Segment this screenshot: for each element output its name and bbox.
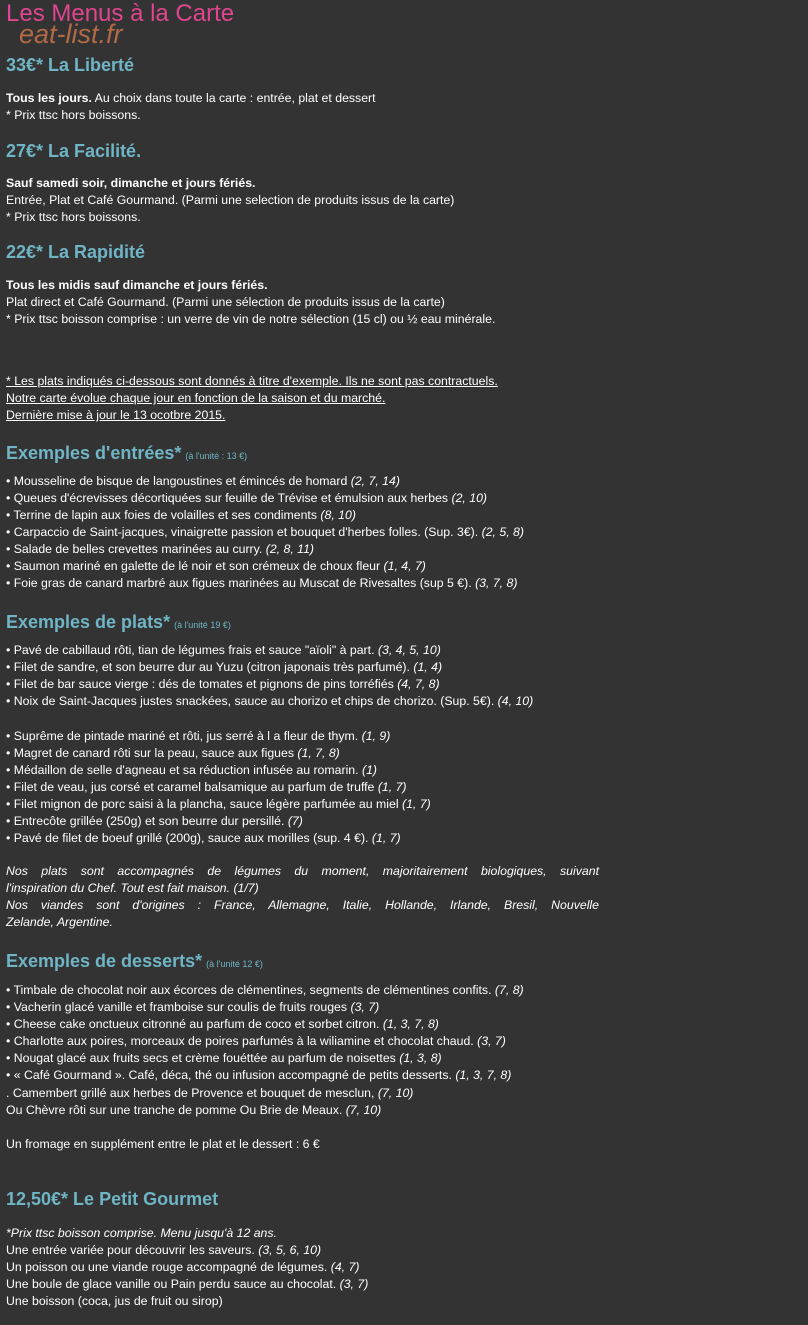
petit-gourmet-item-text: Une boule de glace vanille ou Pain perdu sauce au chocolat. — [6, 1277, 340, 1291]
dessert-item-allergens: (1, 3, 7, 8) — [382, 1017, 439, 1031]
plat-item-allergens: (3, 4, 5, 10) — [377, 643, 441, 657]
plat-item-allergens: (1) — [361, 763, 377, 777]
menu-rapidite-text: Plat direct et Café Gourmand. (Parmi une sélection de produits issus de la carte) — [6, 295, 445, 309]
menu-liberte-desc — [6, 90, 376, 107]
dessert-item-text: • « Café Gourmand ». Café, déca, thé ou infusion accompagné de petits desserts. — [6, 1068, 456, 1082]
watermark-logo: eat-list.fr — [19, 19, 123, 49]
dessert-item-allergens: (7, 10) — [377, 1086, 414, 1100]
disclaimer-line: Dernière mise à jour le 13 ocotbre 2015. — [6, 408, 226, 422]
plat-item-allergens: (7) — [287, 814, 303, 828]
entree-item-text: • Salade de belles crevettes marinées au curry. — [6, 542, 266, 556]
plats-unit-price: (à l'unité 19 €) — [174, 620, 231, 630]
entree-item — [6, 575, 517, 592]
dessert-item — [6, 1085, 413, 1102]
entree-item — [6, 507, 356, 524]
menu-rapidite-note: * Prix ttsc boisson comprise : un verre de vin de notre sélection (15 cl) ou ½ eau minérale. — [6, 312, 496, 326]
plat-item — [6, 642, 441, 659]
dessert-item — [6, 999, 379, 1016]
menu-facilite-bold — [6, 175, 255, 192]
menu-heading-facilite: 27€* La Facilité. — [6, 141, 142, 161]
dessert-item-allergens: (3, 7) — [477, 1034, 506, 1048]
plats-note-line: l'inspiration du Chef. Tout est fait maison. (1/7) — [6, 881, 259, 895]
entrees-heading — [6, 442, 247, 467]
plats-note-line: Nos plats sont accompagnés de légumes du moment, majoritairement biologiques, suivant — [6, 864, 599, 878]
plat-item-text: • Pavé de filet de boeuf grillé (200g), sauce aux morilles (sup. 4 €). — [6, 831, 372, 845]
entree-item — [6, 541, 314, 558]
entrees-unit-price: (à l'unité : 13 €) — [185, 451, 248, 461]
entree-item-text: • Queues d'écrevisses décortiquées sur feuille de Trévise et émulsion aux herbes — [6, 491, 452, 505]
plat-item — [6, 659, 442, 676]
menu-heading-petit-gourmet: 12,50€* Le Petit Gourmet — [6, 1189, 219, 1209]
dessert-item-text: • Charlotte aux poires, morceaux de poires parfumés à la wiliamine et chocolat chaud. — [6, 1034, 478, 1048]
entree-item-text: • Saumon mariné en galette de lé noir et son crémeux de choux fleur — [6, 559, 384, 573]
plat-item-text: • Médaillon de selle d'agneau et sa réduction infusée au romarin. — [6, 763, 362, 777]
desserts-heading — [6, 950, 263, 975]
entree-item-text: • Terrine de lapin aux foies de volailles et ses condiments — [6, 508, 321, 522]
plat-item-allergens: (1, 4) — [413, 660, 443, 674]
plat-item-text: • Filet de sandre, et son beurre dur au Yuzu (citron japonais très parfumé). — [6, 660, 414, 674]
dessert-item-text: • Cheese cake onctueux citronné au parfum de coco et sorbet citron. — [6, 1017, 383, 1031]
plat-item-allergens: (4, 7, 8) — [397, 677, 440, 691]
petit-gourmet-item — [6, 1293, 223, 1310]
petit-gourmet-item — [6, 1276, 368, 1293]
dessert-item — [6, 1033, 506, 1050]
plats-notes — [6, 863, 599, 931]
plat-item-text: • Filet de veau, jus corsé et caramel balsamique au parfum de truffe — [6, 780, 378, 794]
cheese-supplement: Un fromage en supplément entre le plat et le dessert : 6 € — [6, 1137, 320, 1151]
entree-item-text: • Carpaccio de Saint-jacques, vinaigrette passion et bouquet d'herbes folles. (Sup. 3€). — [6, 525, 482, 539]
dessert-item-allergens: (1, 3, 8) — [399, 1051, 442, 1065]
plats-note-line: Zelande, Argentine. — [6, 915, 113, 929]
petit-gourmet-item-allergens: (4, 7) — [330, 1260, 360, 1274]
entree-item-text: • Mousseline de bisque de langoustines et émincés de homard — [6, 474, 351, 488]
plat-item — [6, 728, 390, 745]
dessert-item-text: • Vacherin glacé vanille et framboise sur coulis de fruits rouges — [6, 1000, 351, 1014]
petit-gourmet-item — [6, 1242, 321, 1259]
menu-liberte-bold: Tous les jours. — [6, 91, 92, 105]
dessert-item — [6, 1102, 381, 1119]
plat-item — [6, 830, 401, 847]
entree-item — [6, 558, 426, 575]
dessert-item — [6, 982, 524, 999]
petit-gourmet-note: *Prix ttsc boisson comprise. Menu jusqu'à 12 ans. — [6, 1226, 277, 1240]
entree-item-allergens: (2, 7, 14) — [350, 474, 400, 488]
plat-item-allergens: (4, 10) — [497, 694, 534, 708]
entree-item — [6, 490, 487, 507]
petit-gourmet-item-text: Une entrée variée pour découvrir les saveurs. — [6, 1243, 259, 1257]
dessert-item-allergens: (1, 3, 7, 8) — [455, 1068, 512, 1082]
entree-item-allergens: (2, 10) — [451, 491, 488, 505]
plat-item-allergens: (1, 9) — [361, 729, 391, 743]
plat-item-text: • Magret de canard rôti sur la peau, sauce aux figues — [6, 746, 298, 760]
plat-item — [6, 676, 440, 693]
plat-item — [6, 796, 431, 813]
plats-heading-text: Exemples de plats* — [6, 612, 171, 632]
plat-item — [6, 693, 533, 710]
dessert-item-text: . Camembert grillé aux herbes de Provence et bouquet de mesclun, — [6, 1086, 378, 1100]
dessert-item — [6, 1016, 439, 1033]
menu-liberte-text: Au choix dans toute la carte : entrée, plat et dessert — [91, 91, 376, 105]
plat-item-text: • Suprême de pintade mariné et rôti, jus serré à l a fleur de thym. — [6, 729, 362, 743]
entree-item — [6, 524, 524, 541]
entree-item — [6, 473, 400, 490]
plat-item-allergens: (1, 7) — [377, 780, 407, 794]
entree-item-allergens: (2, 8, 11) — [265, 542, 315, 556]
dessert-item — [6, 1067, 511, 1084]
plat-item — [6, 745, 340, 762]
petit-gourmet-item-text: Un poisson ou une viande rouge accompagné de légumes. — [6, 1260, 331, 1274]
disclaimer-line: * Les plats indiqués ci-dessous sont donnés à titre d'exemple. Ils ne sont pas contractuels. — [6, 374, 498, 388]
menu-facilite-bold-text: Sauf samedi soir, dimanche et jours fériés. — [6, 176, 256, 190]
plat-item — [6, 762, 377, 779]
desserts-unit-price: (à l'unité 12 €) — [206, 959, 263, 969]
petit-gourmet-item-allergens: (3, 7) — [339, 1277, 369, 1291]
plat-item-text: • Entrecôte grillée (250g) et son beurre dur persillé. — [6, 814, 288, 828]
petit-gourmet-item — [6, 1259, 359, 1276]
plat-item-text: • Pavé de cabillaud rôti, tian de légumes frais et sauce "aïoli" à part. — [6, 643, 378, 657]
plat-item-text: • Filet mignon de porc saisi à la plancha, sauce légère parfumée au miel — [6, 797, 402, 811]
plat-item — [6, 779, 407, 796]
menu-heading-liberte: 33€* La Liberté — [6, 55, 135, 75]
petit-gourmet-item-text: Une boisson (coca, jus de fruit ou sirop) — [6, 1294, 223, 1308]
entree-item-allergens: (3, 7, 8) — [475, 576, 518, 590]
menu-facilite-note: * Prix ttsc hors boissons. — [6, 210, 141, 224]
dessert-item-allergens: (7, 10) — [345, 1103, 382, 1117]
plat-item-text: • Noix de Saint-Jacques justes snackées, sauce au chorizo et chips de chorizo. (Sup. 5€). — [6, 694, 498, 708]
dessert-item-allergens: (7, 8) — [494, 983, 524, 997]
plat-item-text: • Filet de bar sauce vierge : dés de tomates et pignons de pins torréfiés — [6, 677, 398, 691]
dessert-item — [6, 1050, 442, 1067]
desserts-heading-text: Exemples de desserts* — [6, 951, 203, 971]
plat-item — [6, 813, 303, 830]
dessert-item-text: • Timbale de chocolat noir aux écorces de clémentines, segments de clémentines confits. — [6, 983, 495, 997]
entree-item-text: • Foie gras de canard marbré aux figues marinées au Muscat de Rivesaltes (sup 5 €). — [6, 576, 476, 590]
page-title: Les Menus à la Carte — [6, 0, 235, 27]
plats-note-line: Nos viandes sont d'origines : France, Allemagne, Italie, Hollande, Irlande, Bresil, Nouvelle — [6, 898, 599, 912]
entrees-heading-text: Exemples d'entrées* — [6, 443, 182, 463]
dessert-item-text: • Nougat glacé aux fruits secs et crème fouéttée au parfum de noisettes — [6, 1051, 400, 1065]
dessert-item-allergens: (3, 7) — [350, 1000, 380, 1014]
dessert-item-text: Ou Chèvre rôti sur une tranche de pomme Ou Brie de Meaux. — [6, 1103, 346, 1117]
petit-gourmet-item-allergens: (3, 5, 6, 10) — [258, 1243, 322, 1257]
disclaimer-line: Notre carte évolue chaque jour en fonction de la saison et du marché. — [6, 391, 386, 405]
menu-heading-rapidite: 22€* La Rapidité — [6, 242, 146, 262]
plats-heading — [6, 611, 231, 636]
entree-item-allergens: (8, 10) — [320, 508, 356, 522]
menu-facilite-text: Entrée, Plat et Café Gourmand. (Parmi une selection de produits issus de la carte) — [6, 193, 455, 207]
menu-rapidite-bold — [6, 277, 268, 294]
entree-item-allergens: (1, 4, 7) — [383, 559, 426, 573]
plat-item-allergens: (1, 7) — [371, 831, 401, 845]
plat-item-allergens: (1, 7) — [401, 797, 431, 811]
menu-rapidite-bold-text: Tous les midis sauf dimanche et jours fériés. — [6, 278, 268, 292]
menu-liberte-note: * Prix ttsc hors boissons. — [6, 108, 141, 122]
entree-item-allergens: (2, 5, 8) — [481, 525, 524, 539]
plat-item-allergens: (1, 7, 8) — [297, 746, 340, 760]
